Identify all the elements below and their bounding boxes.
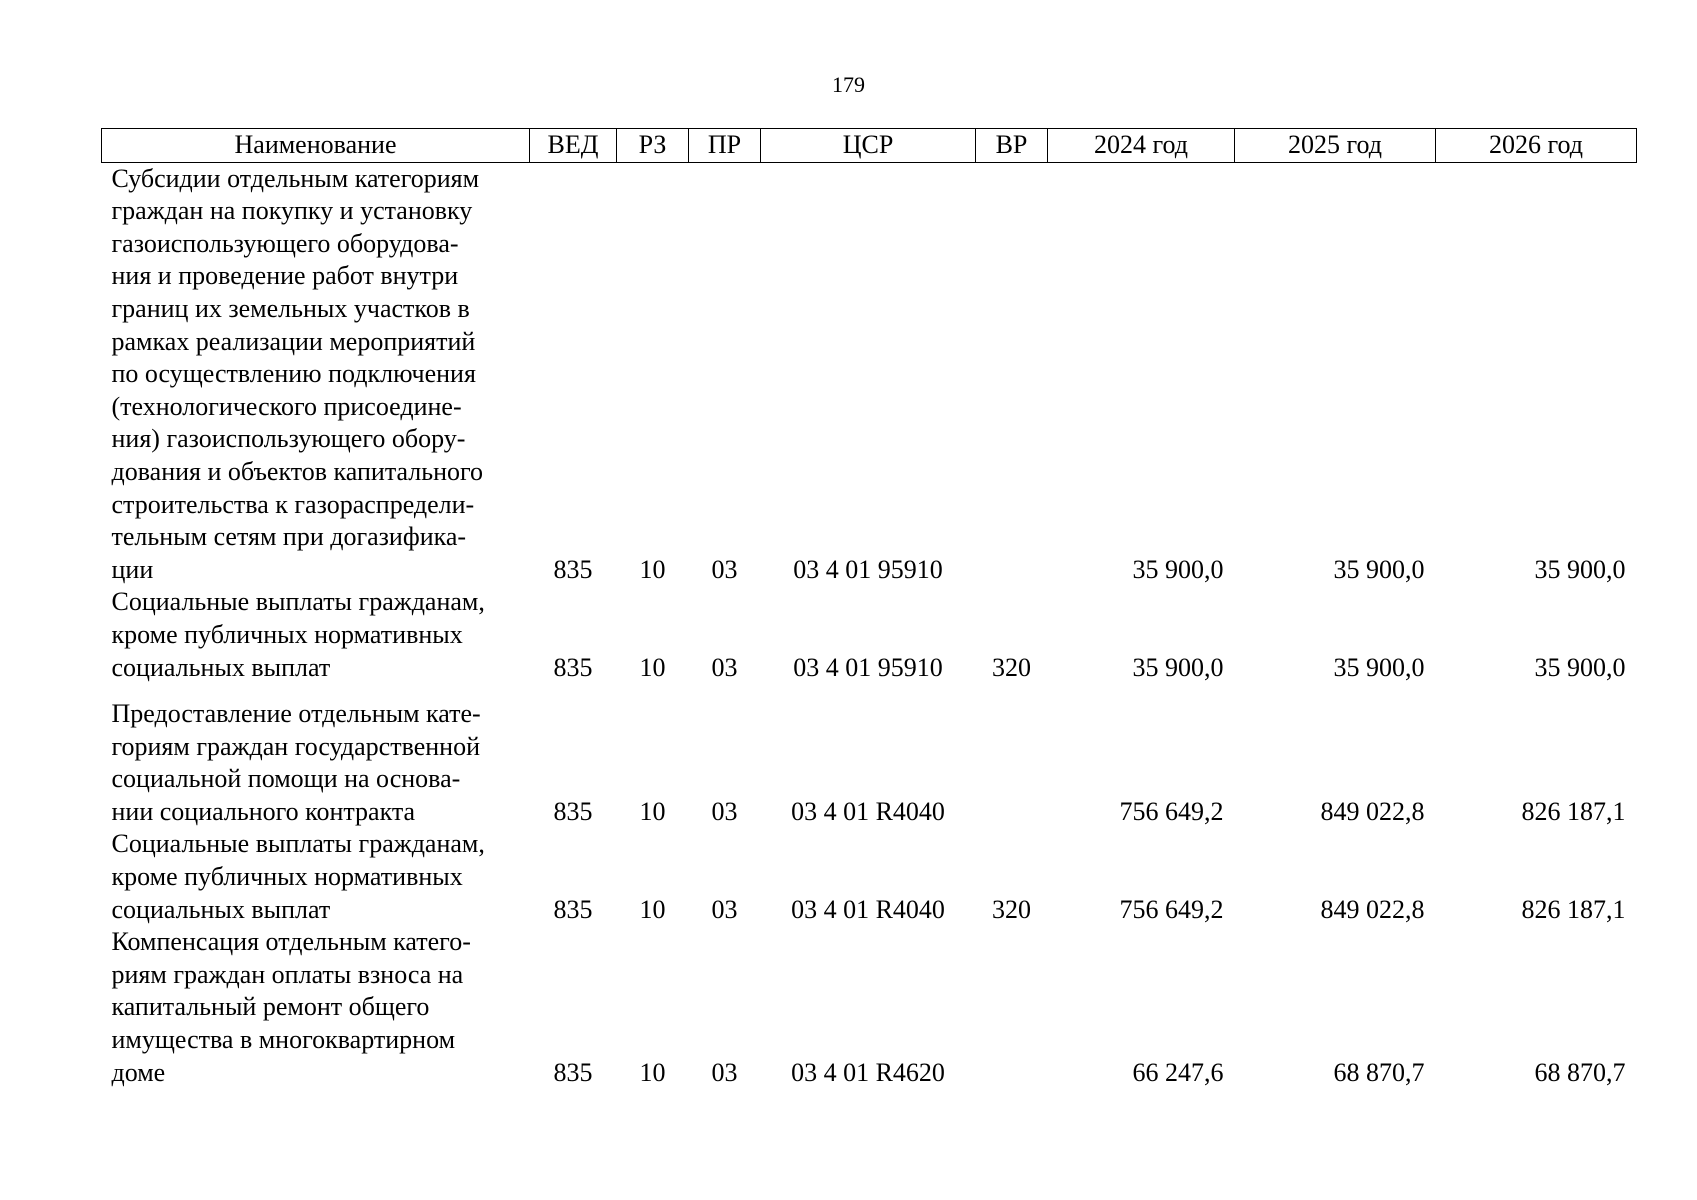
pr-cell: 03	[711, 894, 738, 924]
vr-cell	[976, 926, 1048, 1089]
amount-2026-cell: 35 900,0	[1534, 554, 1626, 584]
column-header-pr: ПР	[689, 129, 761, 163]
name-line: ции	[111, 554, 154, 584]
name-line: ния) газоиспользующего обору-	[111, 424, 466, 454]
rz-cell: 10	[639, 554, 666, 584]
table-row	[102, 162, 1637, 586]
ved-cell: 835	[553, 894, 593, 924]
name-line: Предоставление отдельным кате-	[111, 699, 481, 729]
name-cell	[102, 162, 530, 586]
csr-cell: 03 4 01 R4620	[791, 1057, 945, 1087]
ved-cell: 835	[553, 554, 593, 584]
amount-2025-cell: 35 900,0	[1333, 554, 1425, 584]
amount-2025-cell: 849 022,8	[1320, 796, 1425, 826]
name-cell	[102, 828, 530, 926]
name-line: ния и проведение работ внутри	[111, 261, 459, 291]
row-spacer	[102, 684, 1637, 698]
name-line: газоиспользующего оборудова-	[111, 228, 459, 258]
name-line: рамках реализации мероприятий	[111, 326, 476, 356]
rz-cell: 10	[639, 652, 666, 682]
vr-cell	[976, 162, 1048, 586]
column-header-2024: 2024 год	[1048, 129, 1235, 163]
name-line: тельным сетям при догазифика-	[111, 522, 467, 552]
name-line: дования и объектов капитального	[111, 456, 484, 486]
ved-cell: 835	[553, 652, 593, 682]
name-cell	[102, 926, 530, 1089]
name-line: доме	[111, 1057, 166, 1087]
table-row	[102, 586, 1637, 684]
name-line: социальных выплат	[111, 652, 331, 682]
vr-cell	[976, 698, 1048, 828]
csr-cell: 03 4 01 95910	[793, 652, 943, 682]
amount-2024-cell: 756 649,2	[1119, 894, 1224, 924]
amount-2026-cell: 826 187,1	[1521, 894, 1626, 924]
pr-cell: 03	[711, 796, 738, 826]
name-line: нии социального контракта	[111, 796, 416, 826]
name-line: границ их земельных участков в	[111, 293, 470, 323]
name-line: кроме публичных нормативных	[111, 862, 463, 892]
csr-cell: 03 4 01 R4040	[791, 796, 945, 826]
ved-cell: 835	[553, 1057, 593, 1087]
amount-2024-cell: 35 900,0	[1132, 554, 1224, 584]
name-cell	[102, 698, 530, 828]
table-row	[102, 828, 1637, 926]
pr-cell: 03	[711, 652, 738, 682]
vr-cell: 320	[992, 894, 1031, 924]
name-line: капитальный ремонт общего	[111, 992, 430, 1022]
name-line: строительства к газораспредели-	[111, 489, 475, 519]
column-header-2026: 2026 год	[1436, 129, 1637, 163]
amount-2024-cell: 756 649,2	[1119, 796, 1224, 826]
name-line: гориям граждан государственной	[111, 731, 480, 761]
spacer-cell	[102, 684, 1637, 698]
budget-table	[101, 128, 1637, 1089]
amount-2025-cell: 35 900,0	[1333, 652, 1425, 682]
name-line: риям граждан оплаты взноса на	[111, 959, 464, 989]
page-number: 179	[832, 72, 865, 97]
name-line: Социальные выплаты гражданам,	[111, 829, 485, 859]
csr-cell: 03 4 01 R4040	[791, 894, 945, 924]
table-row	[102, 926, 1637, 1089]
name-line: (технологического присоедине-	[111, 391, 462, 421]
column-header-csr: ЦСР	[761, 129, 976, 163]
rz-cell: 10	[639, 1057, 666, 1087]
name-line: социальной помощи на основа-	[111, 764, 461, 794]
amount-2025-cell: 68 870,7	[1333, 1057, 1425, 1087]
amount-2026-cell: 68 870,7	[1534, 1057, 1626, 1087]
column-header-name: Наименование	[102, 129, 530, 163]
amount-2025-cell: 849 022,8	[1320, 894, 1425, 924]
column-header-rz: РЗ	[617, 129, 689, 163]
pr-cell: 03	[711, 554, 738, 584]
amount-2026-cell: 35 900,0	[1534, 652, 1626, 682]
name-line: имущества в многоквартирном	[111, 1025, 456, 1055]
column-header-vr: ВР	[976, 129, 1048, 163]
table-body	[102, 162, 1637, 1089]
vr-cell: 320	[992, 652, 1031, 682]
column-header-2025: 2025 год	[1235, 129, 1436, 163]
name-line: социальных выплат	[111, 894, 331, 924]
rz-cell: 10	[639, 796, 666, 826]
amount-2024-cell: 35 900,0	[1132, 652, 1224, 682]
rz-cell: 10	[639, 894, 666, 924]
name-line: Субсидии отдельным категориям	[111, 163, 480, 193]
name-line: граждан на покупку и установку	[111, 196, 473, 226]
name-line: кроме публичных нормативных	[111, 619, 463, 649]
ved-cell: 835	[553, 796, 593, 826]
column-header-ved: ВЕД	[530, 129, 617, 163]
csr-cell: 03 4 01 95910	[793, 554, 943, 584]
name-line: Социальные выплаты гражданам,	[111, 587, 485, 617]
amount-2026-cell: 826 187,1	[1521, 796, 1626, 826]
amount-2024-cell: 66 247,6	[1132, 1057, 1224, 1087]
table-header-row	[102, 129, 1637, 163]
name-cell	[102, 586, 530, 684]
table-row	[102, 698, 1637, 828]
name-line: Компенсация отдельным катего-	[111, 927, 471, 957]
name-line: по осуществлению подключения	[111, 359, 476, 389]
pr-cell: 03	[711, 1057, 738, 1087]
